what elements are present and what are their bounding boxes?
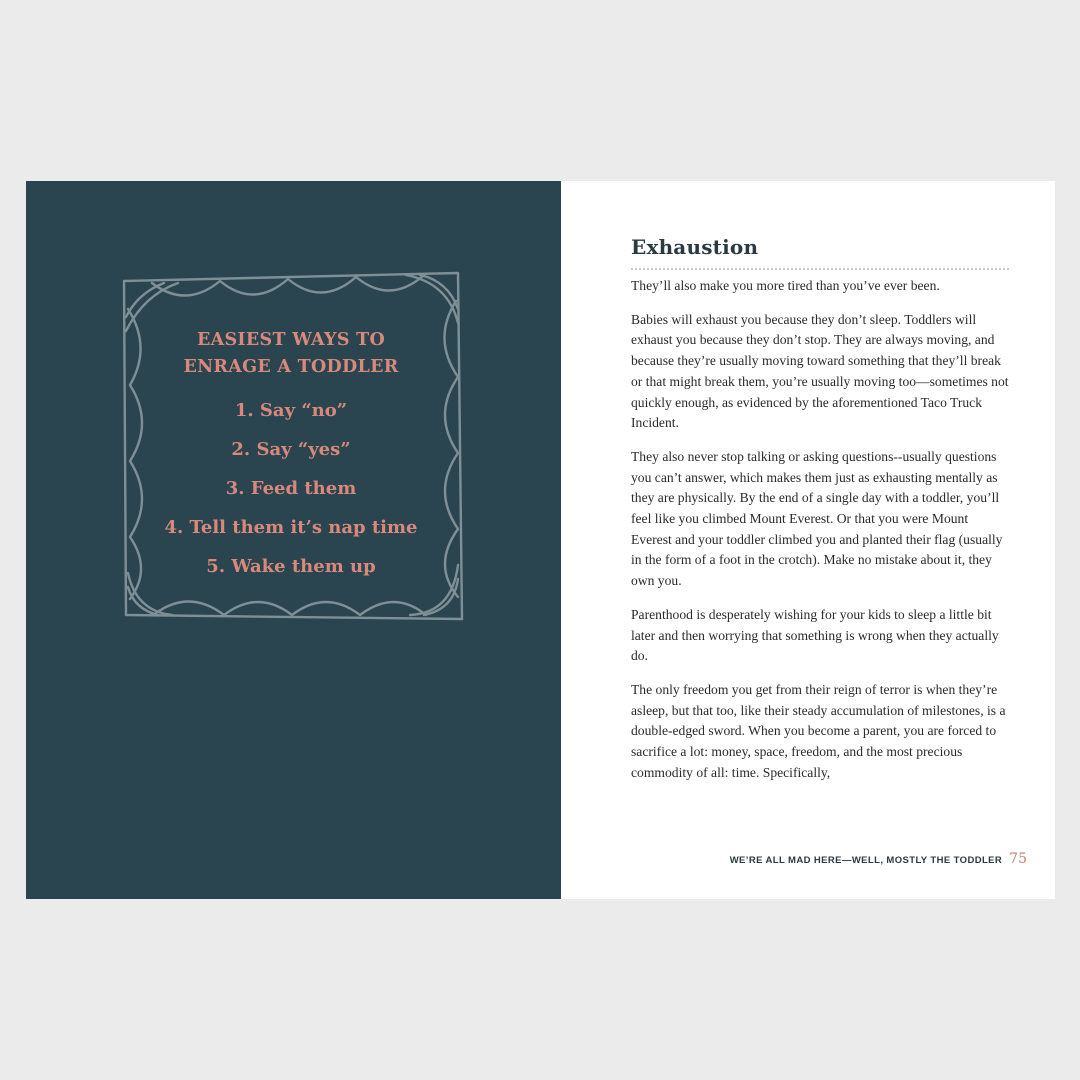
body-paragraph: They’ll also make you more tired than you’ve ever been. (631, 278, 940, 293)
body-paragraph: Parenthood is desperately wishing for your kids to sleep a little bit later and then worrying that something is wrong when they actually do. (631, 606, 999, 664)
body-paragraph: The only freedom you get from their reign of terror is when they’re asleep, but that too, like their steady accumulation of milestones, is a double-edged sword. When you become a parent, you are forced to sacrifice a lot: money, space, freedom, and the most precious commodity of all: time. Specifically, (631, 681, 1006, 780)
sidebar-list-item: 4. Tell them it’s nap time (164, 517, 418, 538)
book-spread (26, 181, 1055, 899)
sidebar-list-item: 2. Say “yes” (231, 439, 351, 460)
section-heading: Exhaustion (631, 235, 759, 259)
page-number: 75 (1009, 851, 1027, 867)
sidebar-title (118, 327, 464, 381)
heading-divider (631, 268, 1009, 270)
sidebar-title-line1: EASIEST WAYS TO (196, 330, 386, 350)
right-page (561, 181, 1055, 899)
running-footer (730, 851, 1027, 867)
article-body (631, 276, 1011, 796)
sidebar-list-item: 1. Say “no” (234, 400, 348, 421)
sidebar-list-item: 3. Feed them (225, 478, 357, 499)
running-title: WE’RE ALL MAD HERE—WELL, MOSTLY THE TODDLER (729, 855, 1003, 866)
sidebar-list (118, 391, 464, 586)
left-page (26, 181, 561, 899)
body-paragraph: Babies will exhaust you because they don’t sleep. Toddlers will exhaust you because they don’t stop. They are always moving, and because they’re usually moving toward something that they’ll break or that might break them, you’re usually moving too—sometimes not quickly enough, as evidenced by the aforementioned Taco Truck Incident. (631, 311, 1009, 431)
body-paragraph: They also never stop talking or asking questions--usually questions you can’t answer, which makes them just as exhausting mentally as they are physically. By the end of a single day with a toddler, you’ll feel like you climbed Mount Everest. Or that you were Mount Everest and your toddler climbed you and planted their flag (usually in the form of a foot in the crotch). Make no mistake about it, they own you. (631, 448, 1003, 589)
sidebar-title-line2: ENRAGE A TODDLER (183, 357, 399, 377)
sidebar-list-item: 5. Wake them up (206, 556, 376, 577)
